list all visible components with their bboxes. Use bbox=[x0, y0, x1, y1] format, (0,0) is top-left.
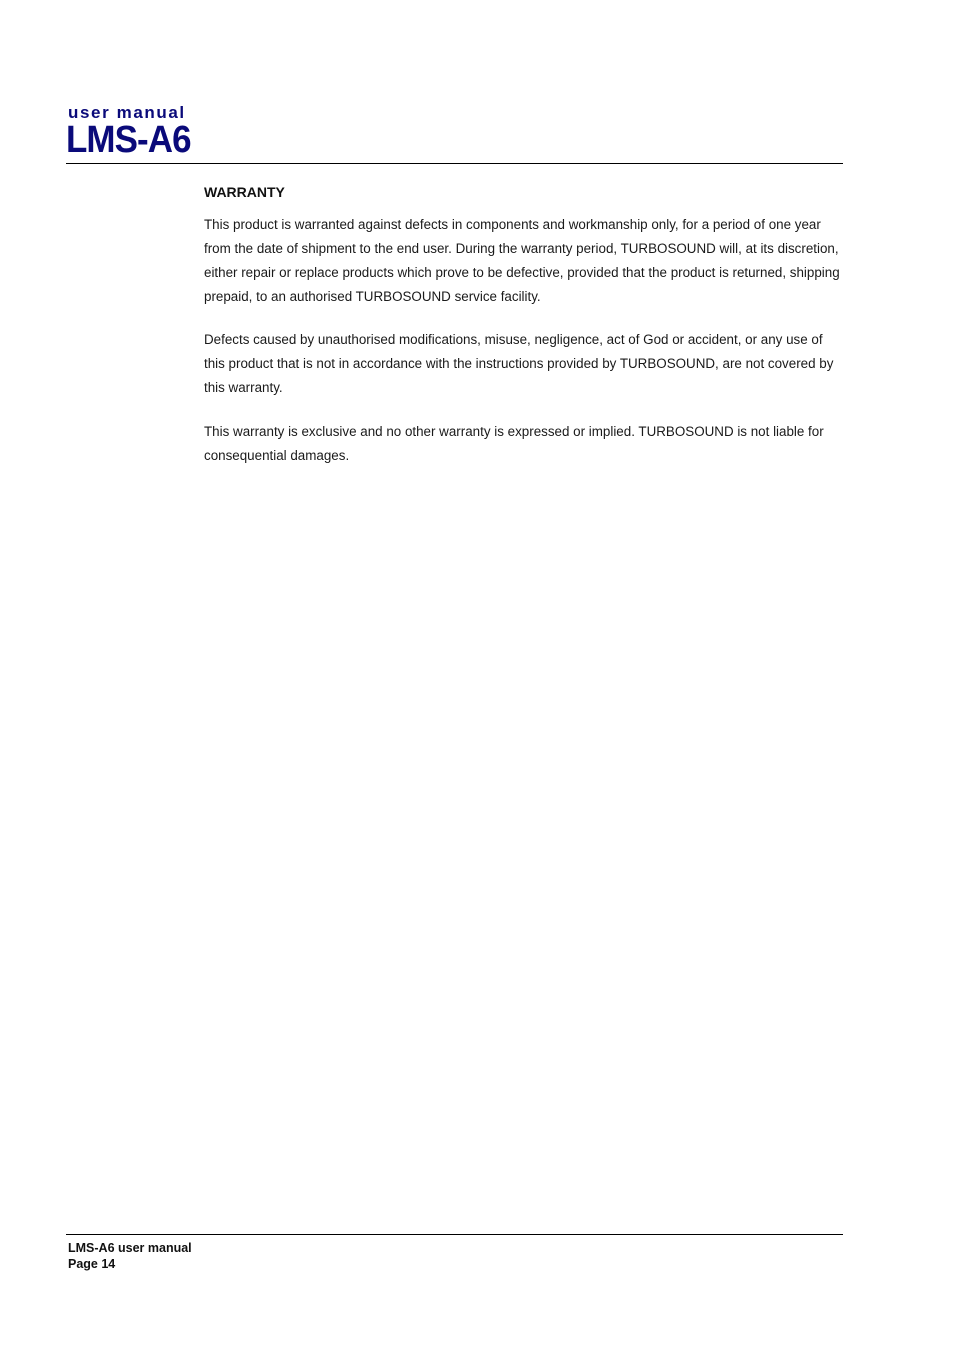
document-title: LMS-A6 bbox=[66, 119, 191, 161]
page-footer bbox=[68, 1240, 192, 1272]
footer-manual-name: LMS-A6 user manual bbox=[68, 1241, 192, 1255]
paragraph: This warranty is exclusive and no other warranty is expressed or implied. TURBOSOUND is not liable for consequential damages. bbox=[204, 424, 824, 463]
paragraph: Defects caused by unauthorised modifications, misuse, negligence, act of God or accident, or any use of this product that is not in accordance with the instructions provided by TURBOSOUND, are not covered by this warranty. bbox=[204, 332, 834, 395]
section-heading: WARRANTY bbox=[204, 184, 285, 200]
header-divider bbox=[66, 163, 843, 164]
paragraph: This product is warranted against defects in components and workmanship only, for a period of one year from the date of shipment to the end user. During the warranty period, TURBOSOUND will, at its discretion, either repair or replace products which prove to be defective, provided that the product is returned, shipping prepaid, to an authorised TURBOSOUND service facility. bbox=[204, 217, 840, 304]
footer-page-number: Page 14 bbox=[68, 1257, 116, 1271]
header-subtitle: user manual bbox=[68, 103, 186, 122]
footer-divider bbox=[66, 1234, 843, 1235]
